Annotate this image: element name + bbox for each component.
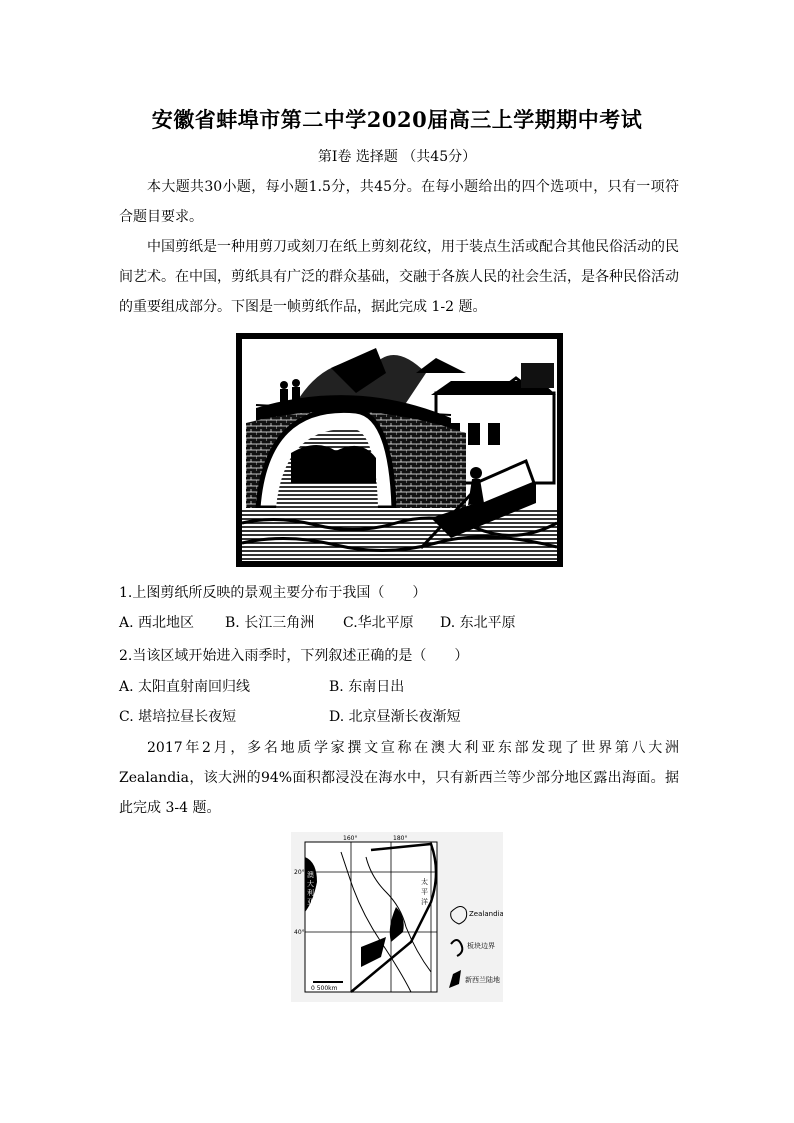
zealandia-passage: 2017年2月，多名地质学家撰文宣称在澳大利亚东部发现了世界第八大洲Zealandia，该大洲的94%面积都浸没在海水中，只有新西兰等少部分地区露出海面。据此完成 3-4 题。 <box>119 740 679 816</box>
question-1-option-d[interactable]: D. 东北平原 <box>440 615 516 631</box>
zealandia-map <box>291 832 503 1002</box>
bridge-papercut-image <box>236 333 563 567</box>
australia-label-3: 利 <box>307 889 314 897</box>
intro-paragraph: 本大题共30小题，每小题1.5分，共45分。在每小题给出的四个选项中，只有一项符合题目要求。 <box>119 179 679 225</box>
latitude-label-20: 20° <box>294 869 305 876</box>
scale-label: 0 500km <box>311 985 338 992</box>
question-2-option-d[interactable]: D. 北京昼渐长夜渐短 <box>329 709 461 725</box>
question-2-stem: 2.当该区域开始进入雨季时，下列叙述正确的是（ ） <box>119 648 469 664</box>
australia-label-1: 澳 <box>307 871 314 879</box>
longitude-label-180: 180° <box>393 835 408 842</box>
legend-new-zealand-label: 新西兰陆地 <box>465 976 500 984</box>
pacific-label-3: 洋 <box>421 898 428 906</box>
legend-plate-boundary-label: 板块边界 <box>467 942 495 950</box>
question-1-option-a[interactable]: A. 西北地区 <box>119 615 195 631</box>
australia-label-4: 亚 <box>307 898 314 906</box>
question-1-stem: 1.上图剪纸所反映的景观主要分布于我国（ ） <box>119 585 427 601</box>
papercut-passage: 中国剪纸是一种用剪刀或刻刀在纸上剪刻花纹，用于装点生活或配合其他民俗活动的民间艺术。在中国，剪纸具有广泛的群众基础，交融于各族人民的社会生活，是各种民俗活动的重要组成部分。下图是一帧剪纸作品，据此完成 1-2 题。 <box>119 239 679 315</box>
longitude-label-160: 160° <box>343 835 358 842</box>
question-1-option-b[interactable]: B. 长江三角洲 <box>225 615 315 631</box>
question-2-option-b[interactable]: B. 东南日出 <box>329 679 405 695</box>
map-image <box>291 832 503 1002</box>
section-subtitle: 第Ⅰ卷 选择题 （共45分） <box>317 149 477 165</box>
latitude-label-40: 40° <box>294 929 305 936</box>
question-1-option-c[interactable]: C.华北平原 <box>343 615 414 631</box>
legend-zealandia-label: Zealandia <box>469 910 503 918</box>
pacific-label-1: 太 <box>421 878 428 886</box>
page-title: 安徽省蚌埠市第二中学2020届高三上学期期中考试 <box>151 107 643 132</box>
question-2-option-a[interactable]: A. 太阳直射南回归线 <box>119 679 251 695</box>
pacific-label-2: 平 <box>421 888 428 896</box>
australia-label-2: 大 <box>307 880 314 888</box>
papercut-figure <box>236 333 563 567</box>
question-2-option-c[interactable]: C. 堪培拉昼长夜短 <box>119 709 237 725</box>
